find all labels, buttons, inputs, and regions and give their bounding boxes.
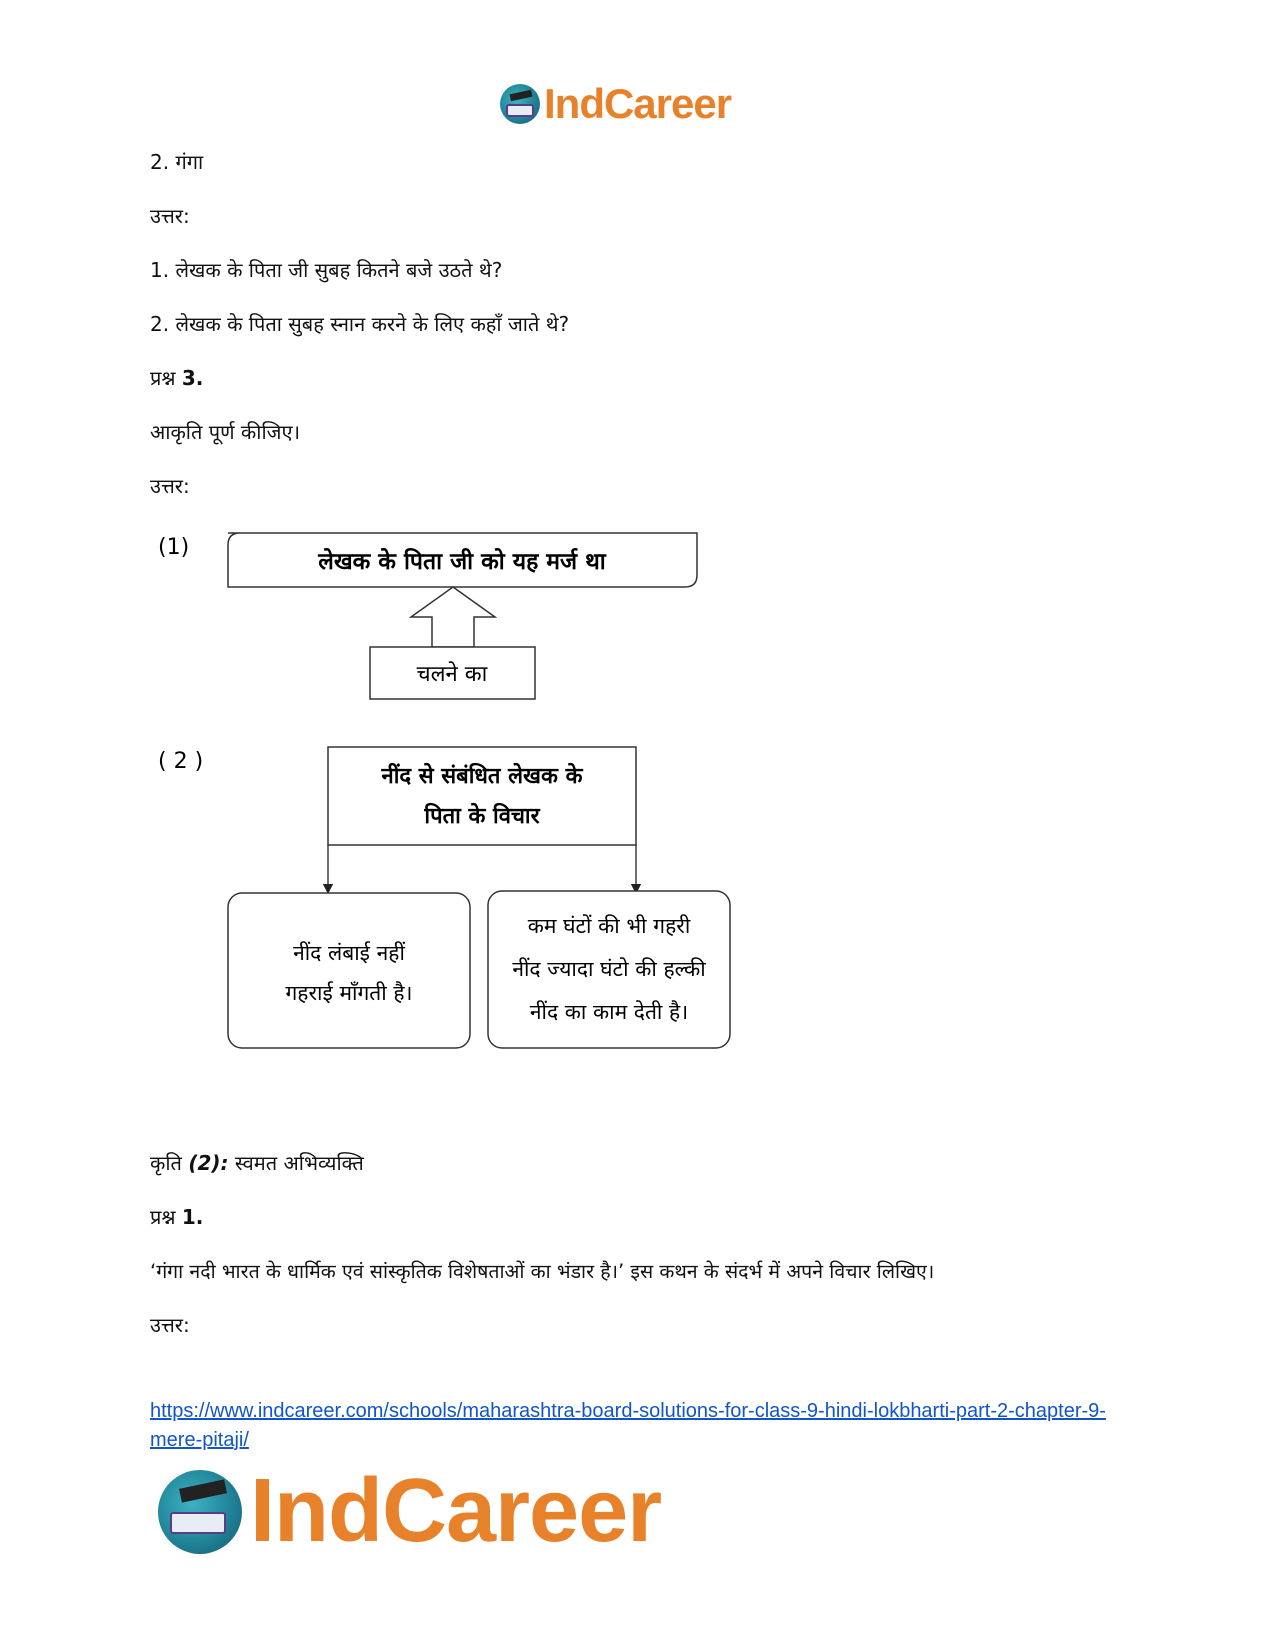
answer-label-3: उत्तर: (150, 1313, 190, 1337)
question-3-heading (150, 364, 203, 391)
header-logo (500, 80, 731, 128)
question-1-number: 1. (181, 1205, 204, 1229)
question-1-text: ‘गंगा नदी भारत के धार्मिक एवं सांस्कृतिक विशेषताओं का भंडार है।’ इस कथन के संदर्भ में अपने विचार लिखिए। (150, 1260, 935, 1283)
logo-emblem-icon (158, 1470, 242, 1554)
diagram-2-number: ( 2 ) (158, 749, 204, 774)
answer-label-2: उत्तर: (150, 474, 190, 498)
diagram-2-top-box (328, 747, 636, 845)
diagram-2-right-text-line1: कम घंटों की भी गहरी (527, 914, 691, 938)
diagram-2-top-text-line1: नींद से संबंधित लेखक के (381, 764, 583, 789)
answer-label-1: उत्तर: (150, 204, 190, 228)
logo-emblem-icon (500, 84, 540, 124)
diagram-1-number: (1) (158, 535, 190, 560)
question-1-heading (150, 1203, 203, 1230)
diagram-1-bottom-text: चलने का (416, 662, 488, 687)
diagram-2-left-text-line1: नींद लंबाई नहीं (293, 941, 405, 965)
diagram-1-top-text: लेखक के पिता जी को यह मर्ज था (318, 549, 606, 575)
answer-diagram (150, 525, 770, 1065)
line-ganga: 2. गंगा (150, 150, 204, 174)
kriti-title: स्वमत अभिव्यक्ति (234, 1151, 364, 1175)
diagram-1-up-arrow (411, 587, 495, 647)
footer-url-link[interactable]: https://www.indcareer.com/schools/maharashtra-board-solutions-for-class-9-hindi-lokbharti-part-2-chapter-9-mere-pitaji/ (150, 1400, 1106, 1451)
footer-logo-text: IndCareer (250, 1461, 662, 1561)
question-3-number: 3. (181, 366, 204, 390)
diagram-2-top-text-line2: पिता के विचार (424, 804, 540, 829)
header-logo-text: IndCareer (544, 80, 732, 127)
question-3-prefix: प्रश्न (150, 366, 176, 390)
kriti-prefix: कृति (150, 1151, 182, 1175)
diagram-2-left-text-line2: गहराई माँगती है। (285, 981, 413, 1005)
footer-logo (158, 1460, 661, 1563)
question-item-1: 1. लेखक के पिता जी सुबह कितने बजे उठते थे? (150, 258, 503, 282)
diagram-2-left-box (228, 893, 470, 1048)
question-item-2: 2. लेखक के पिता सुबह स्नान करने के लिए कहाँ जाते थे? (150, 312, 570, 336)
question-1-prefix: प्रश्न (150, 1205, 176, 1229)
question-3-text: आकृति पूर्ण कीजिए। (150, 420, 301, 444)
kriti-number: (2): (188, 1151, 229, 1175)
kriti-2-heading (150, 1149, 364, 1176)
diagram-2-right-text-line3: नींद का काम देती है। (529, 1000, 689, 1024)
diagram-2-right-text-line2: नींद ज्यादा घंटो की हल्की (512, 957, 706, 981)
